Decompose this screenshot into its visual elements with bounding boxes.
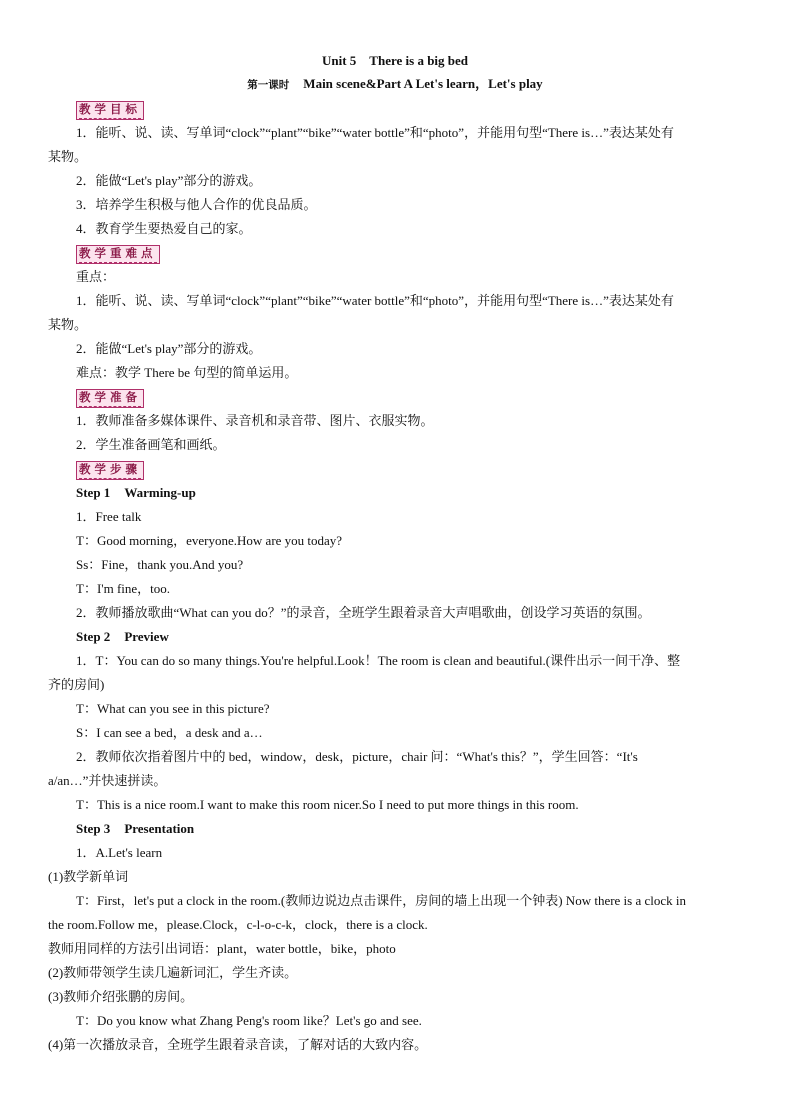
objective-line: 某物。 bbox=[48, 149, 88, 164]
objective-line: 3．培养学生积极与他人合作的优良品质。 bbox=[76, 197, 317, 212]
step-line: 1．A.Let's learn bbox=[76, 845, 163, 860]
section-key-points bbox=[48, 241, 743, 265]
preparation-line: 1．教师准备多媒体课件、录音机和录音带、图片、衣服实物。 bbox=[76, 413, 434, 428]
key-point-label: 重点： bbox=[76, 269, 116, 284]
lesson-label: 第一课时 bbox=[247, 80, 290, 91]
step-line: Ss：Fine，thank you.And you? bbox=[76, 557, 244, 572]
key-point-line: 某物。 bbox=[48, 317, 88, 332]
step-line: 1．Free talk bbox=[76, 509, 142, 524]
step-heading: Step 2 Preview bbox=[76, 629, 169, 644]
step-line: 1．T：You can do so many things.You're helpful.Look！The room is clean and beautiful.(课件出示一间干净、整 bbox=[76, 653, 681, 668]
preparation-line: 2．学生准备画笔和画纸。 bbox=[76, 437, 226, 452]
step-line: T：I'm fine，too. bbox=[76, 581, 171, 596]
objective-line: 4．教育学生要热爱自己的家。 bbox=[76, 221, 252, 236]
step-heading: Step 1 Warming-up bbox=[76, 485, 196, 500]
step-line: (3)教师介绍张鹏的房间。 bbox=[48, 989, 194, 1004]
step-line: T：This is a nice room.I want to make this room nicer.So I need to put more things in this room. bbox=[76, 797, 579, 812]
step-line: (1)教学新单词 bbox=[48, 869, 129, 884]
step-line: the room.Follow me，please.Clock，c-l-o-c-k，clock，there is a clock. bbox=[48, 917, 428, 932]
key-point-line: 1．能听、说、读、写单词“clock”“plant”“bike”“water bottle”和“photo”，并能用句型“There is…”表达某处有 bbox=[76, 293, 674, 308]
section-badge-preparation: 教学准备 bbox=[76, 389, 144, 408]
step-line: 2．教师依次指着图片中的 bed，window，desk，picture，chair 问：“What's this？”，学生回答：“It's bbox=[76, 749, 638, 764]
step-line: a/an…”并快速拼读。 bbox=[48, 773, 167, 788]
section-steps bbox=[48, 457, 743, 481]
document-title: Unit 5 There is a big bed bbox=[321, 53, 469, 68]
section-objectives bbox=[48, 97, 743, 121]
document-subtitle bbox=[0, 73, 790, 92]
step-line: 教师用同样的方法引出词语：plant，water bottle，bike，photo bbox=[48, 941, 396, 956]
section-preparation bbox=[48, 385, 743, 409]
step-line: 2．教师播放歌曲“What can you do？”的录音，全班学生跟着录音大声唱歌曲，创设学习英语的氛围。 bbox=[76, 605, 651, 620]
step-line: T：Good morning，everyone.How are you today? bbox=[76, 533, 343, 548]
section-badge-objectives: 教学目标 bbox=[76, 101, 144, 120]
objective-line: 2．能做“Let's play”部分的游戏。 bbox=[76, 173, 262, 188]
difficulty-line: 难点：教学 There be 句型的简单运用。 bbox=[76, 365, 298, 380]
step-line: (2)教师带领学生读几遍新词汇，学生齐读。 bbox=[48, 965, 298, 980]
step-line: T：What can you see in this picture? bbox=[76, 701, 270, 716]
step-line: T：Do you know what Zhang Peng's room like？Let's go and see. bbox=[76, 1013, 422, 1028]
step-line: S：I can see a bed，a desk and a… bbox=[76, 725, 263, 740]
objective-line: 1．能听、说、读、写单词“clock”“plant”“bike”“water bottle”和“photo”，并能用句型“There is…”表达某处有 bbox=[76, 125, 674, 140]
step-line: (4)第一次播放录音，全班学生跟着录音读，了解对话的大致内容。 bbox=[48, 1037, 428, 1052]
section-badge-key-points: 教学重难点 bbox=[76, 245, 160, 264]
lesson-title: Main scene&Part A Let's learn，Let's play bbox=[303, 76, 543, 91]
step-heading: Step 3 Presentation bbox=[76, 821, 195, 836]
step-line: T：First，let's put a clock in the room.(教师边说边点击课件，房间的墙上出现一个钟表) Now there is a clock in bbox=[76, 893, 687, 908]
document-body bbox=[48, 97, 743, 1057]
section-badge-steps: 教学步骤 bbox=[76, 461, 144, 480]
step-line: 齐的房间) bbox=[48, 677, 105, 692]
key-point-line: 2．能做“Let's play”部分的游戏。 bbox=[76, 341, 262, 356]
